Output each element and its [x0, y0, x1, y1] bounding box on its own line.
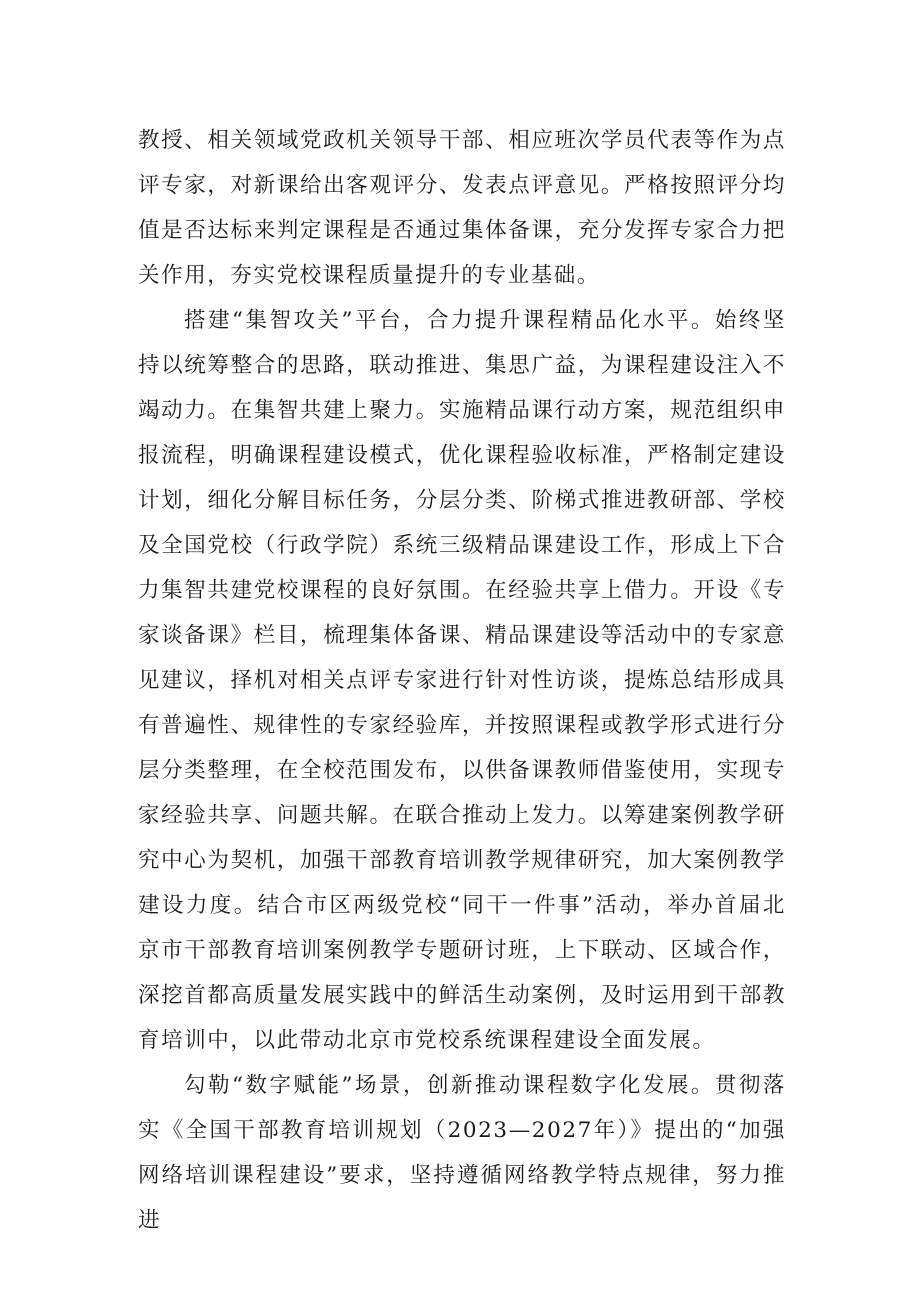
paragraph-2: 搭建“集智攻关”平台，合力提升课程精品化水平。始终坚持以统筹整合的思路，联动推进、集思广益，为课程建设注入不竭动力。在集智共建上聚力。实施精品课行动方案，规范组织申报流程，明确课程建设模式，优化课程验收标准，严格制定建设计划，细化分解目标任务，分层分类、阶梯式推进教研部、学校及全国党校（行政学院）系统三级精品课建设工作，形成上下合力集智共建党校课程的良好氛围。在经验共享上借力。开设《专家谈备课》栏目，梳理集体备课、精品课建设等活动中的专家意见建议，择机对相关点评专家进行针对性访谈，提炼总结形成具有普遍性、规律性的专家经验库，并按照课程或教学形式进行分层分类整理，在全校范围发布，以供备课教师借鉴使用，实现专家经验共享、问题共解。在联合推动上发力。以筹建案例教学研究中心为契机，加强干部教育培训教学规律研究，加大案例教学建设力度。结合市区两级党校“同干一件事”活动，举办首届北京市干部教育培训案例教学专题研讨班，上下联动、区域合作，深挖首都高质量发展实践中的鲜活生动案例，及时运用到干部教育培训中，以此带动北京市党校系统课程建设全面发展。	[138, 308, 786, 1053]
document-page	[138, 118, 786, 1243]
paragraph-1: 教授、相关领域党政机关领导干部、相应班次学员代表等作为点评专家，对新课给出客观评分、发表点评意见。严格按照评分均值是否达标来判定课程是否通过集体备课，充分发挥专家合力把关作用，夯实党校课程质量提升的专业基础。	[138, 128, 786, 288]
paragraph-3: 勾勒“数字赋能”场景，创新推动课程数字化发展。贯彻落实《全国干部教育培训规划（2023—2027年）》提出的“加强网络培训课程建设”要求，坚持遵循网络教学特点规律，努力推进	[138, 1073, 786, 1233]
